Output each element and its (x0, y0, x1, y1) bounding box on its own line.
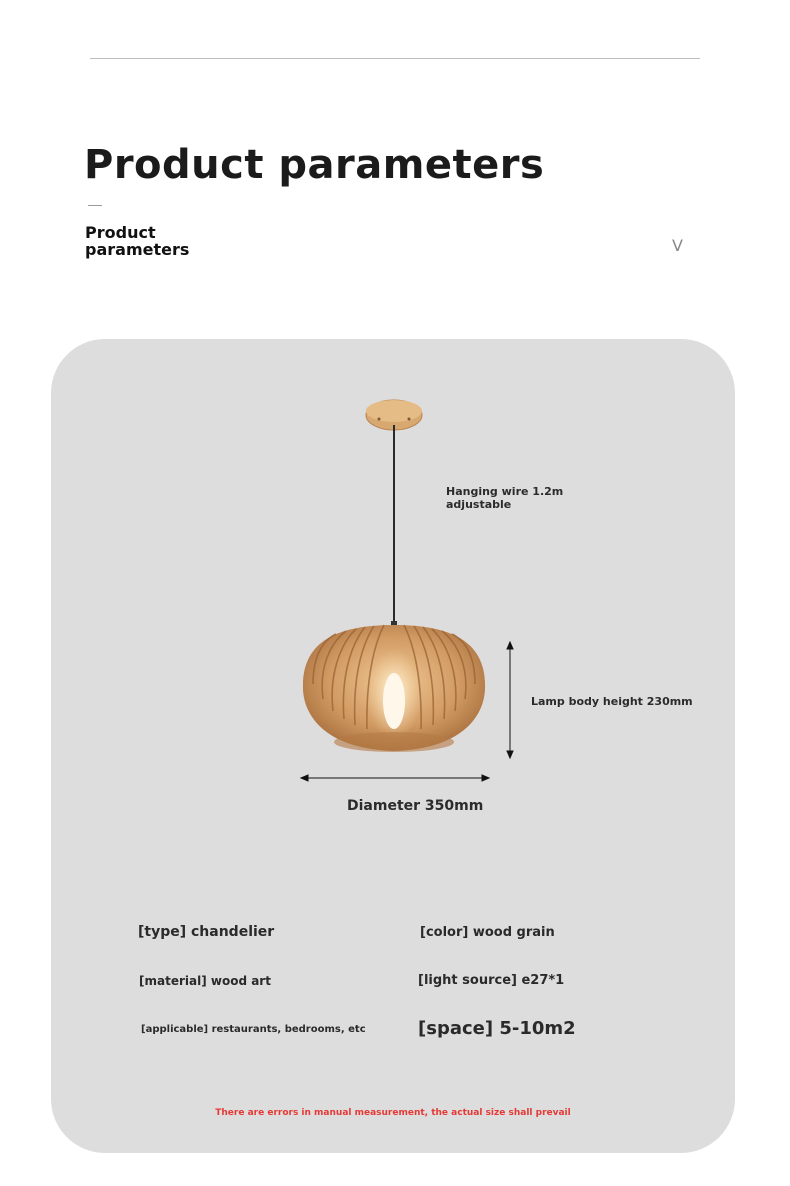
spec-color: [color] wood grain (420, 925, 555, 940)
top-divider (90, 58, 700, 59)
diameter-dimension (301, 775, 489, 781)
diameter-label: Diameter 350mm (347, 798, 484, 814)
page-title: Product parameters (84, 142, 545, 188)
chevron-down-icon[interactable]: V (672, 236, 683, 255)
hanging-wire-label: Hanging wire 1.2m adjustable (446, 485, 564, 511)
spec-material: [material] wood art (139, 974, 271, 988)
lamp-height-label: Lamp body height 230mm (531, 695, 693, 708)
spec-space: [space] 5-10m2 (418, 1018, 576, 1039)
spec-type: [type] chandelier (138, 924, 275, 940)
product-card (51, 339, 735, 1153)
spec-light-source: [light source] e27*1 (418, 973, 565, 988)
spec-applicable: [applicable] restaurants, bedrooms, etc (141, 1024, 366, 1035)
lamp-shade (303, 625, 485, 752)
measurement-disclaimer: There are errors in manual measurement, the actual size shall prevail (215, 1108, 571, 1118)
section-subtitle: Product parameters (85, 223, 190, 259)
title-dash (88, 205, 102, 206)
height-dimension (507, 642, 513, 758)
